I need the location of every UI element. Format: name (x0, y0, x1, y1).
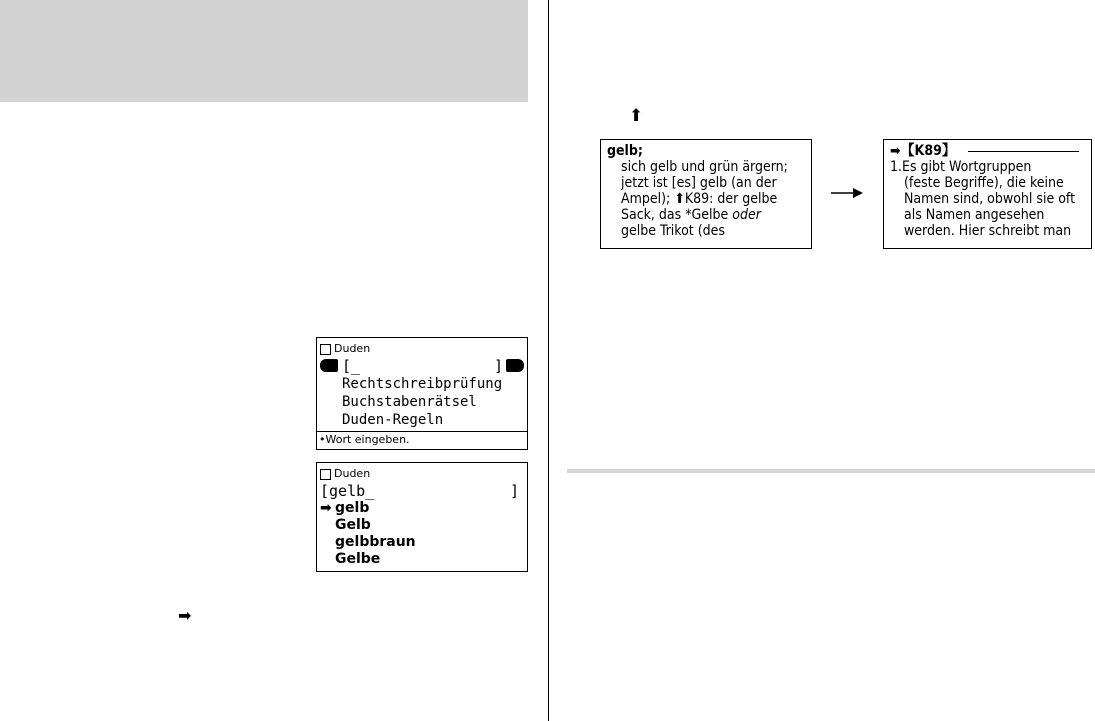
section-rule (567, 469, 1095, 473)
search-input-text: [gelb_ (320, 482, 375, 500)
entry-line: gelbe Trikot (des (621, 223, 725, 239)
rule-heading (890, 143, 1085, 159)
up-arrow-icon: ⬆ (629, 106, 644, 126)
input-bracket-left: [_ (342, 357, 361, 375)
rule-screen (883, 139, 1092, 249)
status-line: •Wort eingeben. (317, 431, 527, 448)
book-icon (320, 344, 331, 355)
input-bracket-right: ] (509, 482, 519, 500)
scroll-right-icon[interactable] (506, 359, 524, 372)
result-item-selected[interactable] (317, 500, 527, 517)
menu-screen-title-text: Duden (334, 342, 371, 355)
entry-line: jetzt ist [es] gelb (an der (621, 175, 777, 191)
entry-headword: gelb; (607, 143, 643, 159)
rule-heading-line (968, 151, 1079, 152)
result-item[interactable]: gelbbraun (335, 534, 416, 550)
column-divider (548, 0, 549, 721)
rule-line: als Namen angesehen (904, 207, 1045, 223)
rule-line: werden. Hier schreibt man (904, 223, 1072, 239)
entry-line-text: Sack, das *Gelbe (621, 207, 733, 223)
entry-line: Ampel); ⬆K89: der gelbe (621, 191, 778, 207)
right-arrow-icon (831, 186, 863, 200)
result-screen-title-text: Duden (334, 467, 371, 480)
scroll-left-icon[interactable] (320, 359, 338, 372)
entry-line: sich gelb und grün ärgern; (621, 159, 788, 175)
input-bracket-right: ] (493, 357, 503, 375)
result-item[interactable]: Gelb (335, 517, 371, 533)
entry-screen (600, 139, 812, 249)
selection-arrow-icon: ➡ (320, 500, 332, 516)
menu-screen-title (317, 338, 527, 356)
entry-line (607, 207, 805, 223)
section-header-band (0, 0, 528, 102)
menu-item[interactable]: Rechtschreibprüfung (342, 376, 503, 392)
rule-heading-text: ➡【K89】 (890, 143, 956, 159)
book-icon (320, 469, 331, 480)
result-screen (316, 462, 528, 572)
menu-input-row[interactable] (317, 357, 527, 375)
rule-line: (feste Begriffe), die keine (904, 175, 1064, 191)
menu-item[interactable]: Duden-Regeln (342, 412, 444, 428)
result-item[interactable]: Gelbe (335, 551, 381, 567)
rule-line: 1.Es gibt Wortgruppen (890, 159, 1032, 175)
result-screen-title (317, 463, 527, 481)
entry-italic-word: oder (732, 207, 761, 223)
menu-screen (316, 337, 528, 450)
result-input-row[interactable] (317, 482, 527, 500)
menu-item[interactable]: Buchstabenrätsel (342, 394, 477, 410)
right-arrow-key-icon: ➡ (178, 606, 192, 625)
result-item-label: gelb (335, 500, 370, 516)
rule-line: Namen sind, obwohl sie oft (904, 191, 1076, 207)
